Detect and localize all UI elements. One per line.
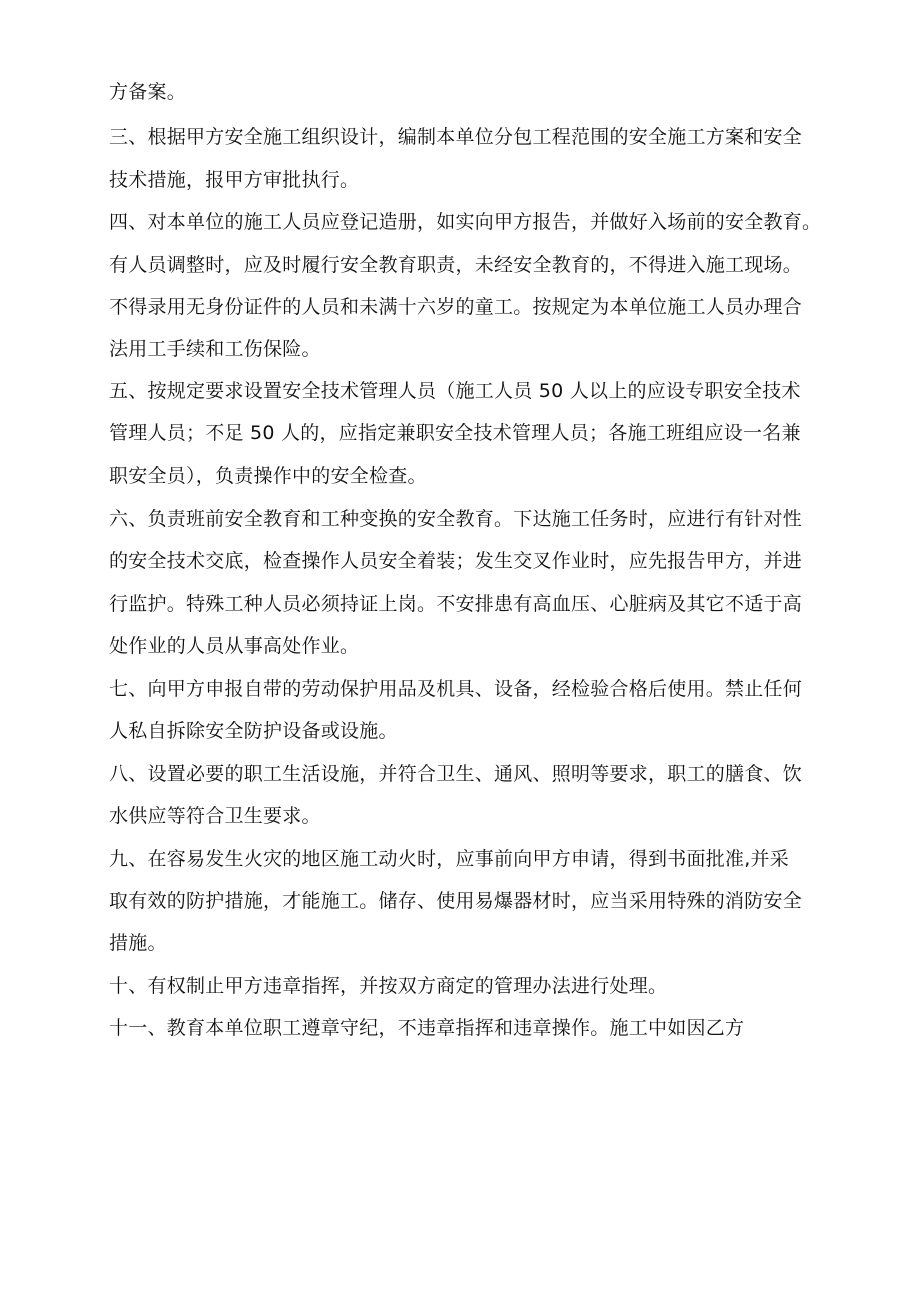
- text-line: 水供应等符合卫生要求。: [109, 805, 321, 827]
- text-line: 处作业的人员从事高处作业。: [109, 635, 360, 657]
- text-line: 十、有权制止甲方违章指挥，并按双方商定的管理办法进行处理。: [109, 975, 668, 997]
- text-line: 职安全员），负责操作中的安全检查。: [109, 465, 427, 487]
- text-line: 四、对本单位的施工人员应登记造册，如实向甲方报告，并做好入场前的安全教育。: [109, 211, 822, 233]
- text-line: 不得录用无身份证件的人员和未满十六岁的童工。按规定为本单位施工人员办理合: [109, 296, 803, 318]
- text-line: 方备案。: [109, 81, 187, 103]
- text-line: 行监护。特殊工种人员必须持证上岗。不安排患有高血压、心脏病及其它不适于高: [109, 593, 803, 615]
- text-line: 人私自拆除安全防护设备或设施。: [109, 720, 398, 742]
- text-line: 七、向甲方申报自带的劳动保护用品及机具、设备，经检验合格后使用。禁止任何: [109, 678, 803, 700]
- text-line: 取有效的防护措施，才能施工。储存、使用易爆器材时，应当采用特殊的消防安全: [109, 890, 803, 912]
- text-line: 八、设置必要的职工生活设施，并符合卫生、通风、照明等要求，职工的膳食、饮: [109, 763, 803, 785]
- text-line: 技术措施，报甲方审批执行。: [109, 169, 360, 191]
- text-line: 的安全技术交底，检查操作人员安全着装；发生交叉作业时，应先报告甲方，并进: [109, 550, 803, 572]
- text-line: 有人员调整时，应及时履行安全教育职责，未经安全教育的，不得进入施工现场。: [109, 254, 803, 276]
- text-line: 六、负责班前安全教育和工种变换的安全教育。下达施工任务时，应进行有针对性: [109, 508, 803, 530]
- text-line: 五、按规定要求设置安全技术管理人员（施工人员 50 人以上的应设专职安全技术: [109, 380, 801, 402]
- text-line: 九、在容易发生火灾的地区施工动火时，应事前向甲方申请，得到书面批准,并采: [109, 848, 790, 870]
- text-line: 三、根据甲方安全施工组织设计，编制本单位分包工程范围的安全施工方案和安全: [109, 126, 803, 148]
- text-line: 法用工手续和工伤保险。: [109, 338, 321, 360]
- text-line: 管理人员；不足 50 人的，应指定兼职安全技术管理人员；各施工班组应设一名兼: [109, 422, 801, 444]
- text-line: 十一、教育本单位职工遵章守纪，不违章指挥和违章操作。施工中如因乙方: [109, 1017, 745, 1039]
- text-line: 措施。: [109, 932, 167, 954]
